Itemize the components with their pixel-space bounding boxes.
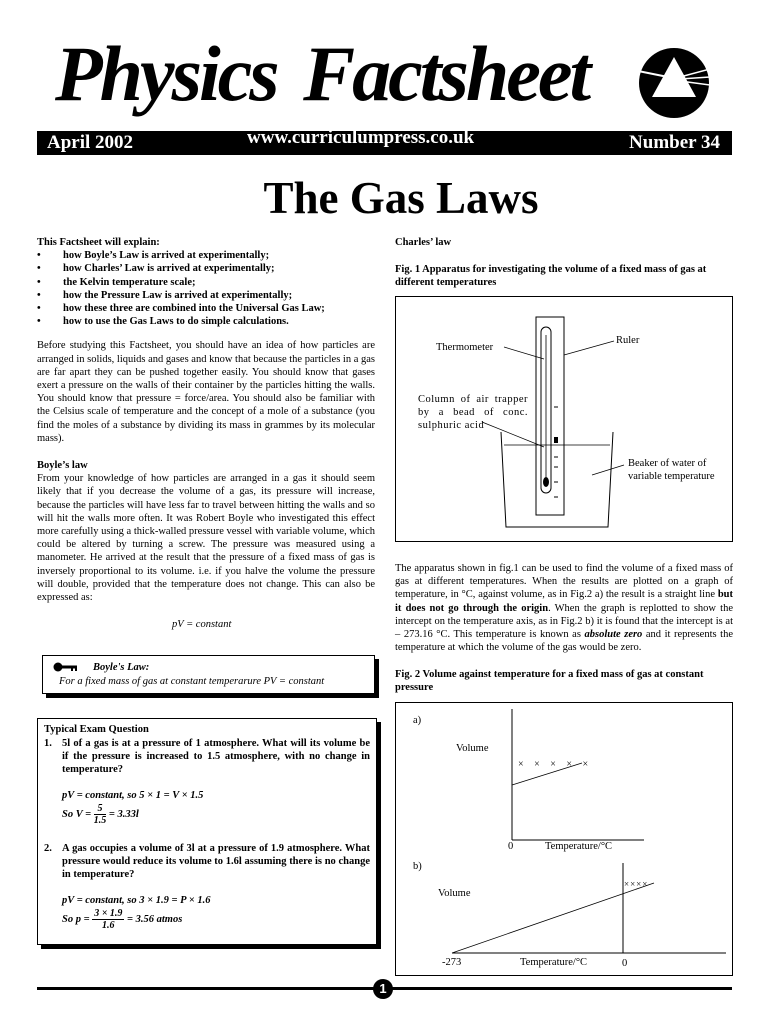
label-beaker: Beaker of water of variable temperature xyxy=(628,458,715,483)
graph-a-label: a) xyxy=(413,715,422,726)
boyle-paragraph: From your knowledge of how particles are arranged in a gas it should seem likely that if you decrease the volume of a gas, its pressure will increase, because the particles will have less far to travel between hitting the walls and so will hit the walls more often. It was Robert Boyle who investigated this effect more carefully using a thick-walled pressure vessel with variable volume, which could be altered by turning a screw. The pressure was measured using a manometer. He arrived at the result that the pressure of a fixed mass of gas is inversely proportional to its volume. i.e. if you halve the volume the pressure will double, provided that the temperature does not change. This can also be expressed as: xyxy=(37,473,375,604)
a1-numerator: 5 xyxy=(94,803,107,815)
graph-a-zero: 0 xyxy=(508,841,514,852)
fig1-apparatus-diagram xyxy=(395,296,733,542)
fig2-caption: Fig. 2 Volume against temperature for a fixed mass of gas at constant pressure xyxy=(395,669,704,694)
list-item: • how Boyle’s Law is arrived at experimentally; xyxy=(37,249,375,262)
a2-result: = 3.56 atmos xyxy=(127,913,183,925)
a2-so: So p = xyxy=(62,913,90,925)
a2-numerator: 3 × 1.9 xyxy=(94,908,123,919)
boyle-section xyxy=(37,459,375,604)
a2-line2 xyxy=(62,908,182,931)
masthead-title xyxy=(55,30,589,117)
label-thermometer: Thermometer xyxy=(436,342,494,353)
masthead-physics: Physics xyxy=(55,30,277,117)
graphs-drawing xyxy=(396,703,732,975)
masthead-factsheet: Factsheet xyxy=(303,30,589,117)
website-link[interactable]: www.curriculumpress.co.uk xyxy=(247,127,475,148)
a1-result: = 3.33l xyxy=(108,808,139,820)
page-title: The Gas Laws xyxy=(263,173,539,223)
q1-number: 1. xyxy=(44,738,52,749)
graph-a-volume-label: Volume xyxy=(456,743,489,754)
a2-fraction xyxy=(92,908,124,931)
list-item: • how Charles’ Law is arrived at experimentally; xyxy=(37,262,375,275)
graph-b-points: ×××× xyxy=(624,879,649,889)
fig1-caption: Fig. 1 Apparatus for investigating the volume of a fixed mass of gas at different temperatures xyxy=(395,264,707,289)
list-item: • how to use the Gas Laws to do simple calculations. xyxy=(37,315,375,328)
issue-number: Number 34 xyxy=(629,132,720,153)
graph-b-minus-273: -273 xyxy=(442,957,462,968)
graph-b-temp-axis: Temperature/°C xyxy=(520,957,588,968)
graph-a-temp-axis: Temperature/°C xyxy=(545,841,613,852)
a1-fraction xyxy=(94,803,107,826)
label-ruler: Ruler xyxy=(616,335,640,346)
q2-number: 2. xyxy=(44,843,52,854)
boyle-equation: pV = constant xyxy=(172,619,232,630)
a1-so: So V = xyxy=(62,808,92,820)
list-item: • how these three are combined into the Universal Gas Law; xyxy=(37,302,375,315)
a1-denominator: 1.5 xyxy=(93,815,107,826)
charles-heading: Charles’ law xyxy=(395,237,452,248)
boyle-heading: Boyle’s law xyxy=(37,460,88,471)
law-text: For a fixed mass of gas at constant temperarure PV = constant xyxy=(59,676,325,687)
graph-a-points: × × × × × xyxy=(518,759,593,770)
graph-b-zero: 0 xyxy=(622,958,628,969)
a1-line1: pV = constant, so 5 × 1 = V × 1.5 xyxy=(62,790,204,801)
exam-heading: Typical Exam Question xyxy=(44,724,149,735)
exam-question-box xyxy=(37,718,377,945)
list-item: • the Kelvin temperature scale; xyxy=(37,276,375,289)
charles-paragraph: The apparatus shown in fig.1 can be used to find the volume of a fixed mass of gas at different temperatures. When the results are plotted on a graph of temperature, in °C, against volume, as in Fig.2 a) the result is a straight line but it does not go through the origin. When the graph is replotted to show the intercept on the temperature axis, as in Fig.2 b) it is found that the intercept is at – 273.16 °C. This temperature is known as absolute zero and it represents the temperature at which the volume of the gas would be zero. xyxy=(395,563,733,654)
intro-section xyxy=(37,236,375,445)
a2-denominator: 1.6 xyxy=(102,920,115,931)
intro-heading: This Factsheet will explain: xyxy=(37,237,160,248)
intro-bullet-list xyxy=(37,249,375,328)
q1-text: 5l of a gas is at a pressure of 1 atmosphere. What will its volume be if the pressure is increased to 1.5 atmosphere, with no change in temperature? xyxy=(62,738,370,775)
page-number: 1 xyxy=(373,979,393,999)
boyle-law-box xyxy=(42,655,375,694)
label-air-column: Column of air trapper by a bead of conc. sulphuric acid xyxy=(418,394,528,432)
fig2-graphs xyxy=(395,702,733,976)
intro-paragraph: Before studying this Factsheet, you should have an idea of how particles are arranged in solids, liquids and gases and know that because the particles in a gas are far apart they can be pushed together easily. You should know that gases exert a pressure on the walls of their container by the particles hitting the walls. You should know that pressure = force/area. You should also be familiar with the Celsius scale of temperature and the concept of a mole of a substance (you find the moles of a substance by dividing its mass in grammes by its molecular mass). xyxy=(37,340,375,444)
graph-b-label: b) xyxy=(413,861,422,872)
key-icon xyxy=(53,662,79,672)
graph-b-volume-label: Volume xyxy=(438,888,471,899)
issue-date: April 2002 xyxy=(47,132,134,153)
prism-logo-icon xyxy=(638,47,710,119)
q2-text: A gas occupies a volume of 3l at a pressure of 1.9 atmosphere. What pressure would reduce its volume to 1.6l assuming there is no change in temperature? xyxy=(62,843,370,880)
law-title: Boyle's Law: xyxy=(93,662,150,673)
a2-line1: pV = constant, so 3 × 1.9 = P × 1.6 xyxy=(62,895,211,906)
list-item: • how the Pressure Law is arrived at experimentally; xyxy=(37,289,375,302)
header-bar xyxy=(37,127,732,155)
a1-line2 xyxy=(62,803,139,826)
